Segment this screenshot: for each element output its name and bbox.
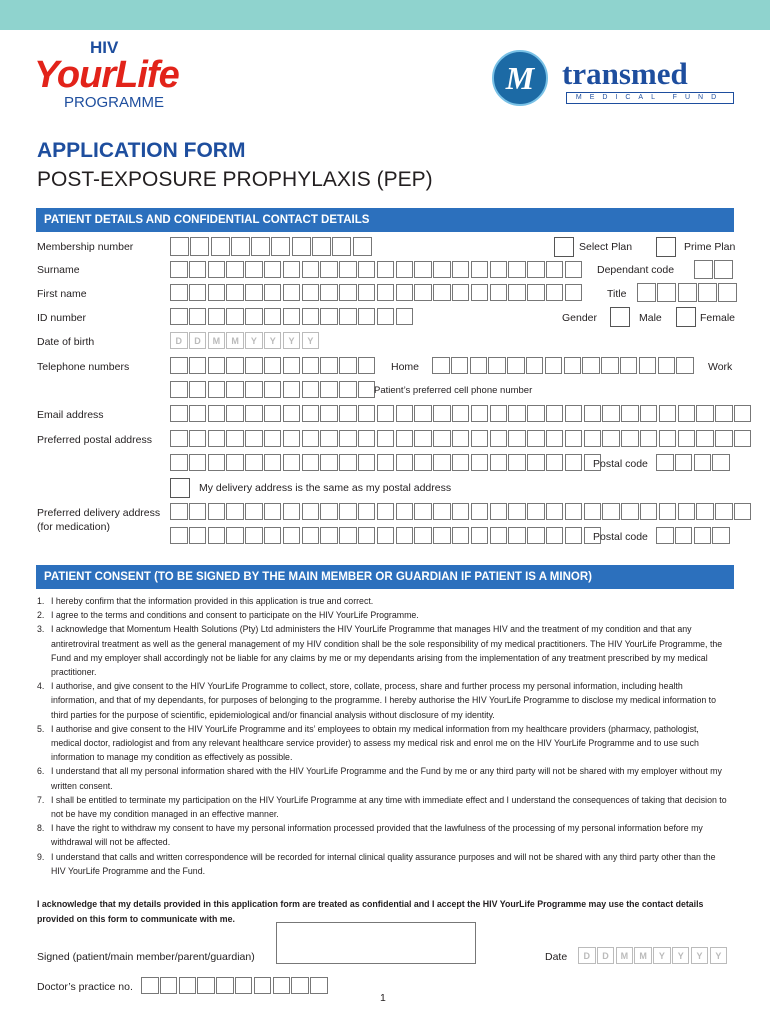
date-year-3: Y (691, 947, 709, 964)
id-number-field[interactable] (170, 308, 414, 325)
consent-item-text: I shall be entitled to terminate my participation on the HIV YourLife Programme at any time with immediate effect and I understand the consequences of taking that decision to not be have my condition managed in an effective manner. (51, 794, 727, 820)
consent-item-number: 3. (37, 624, 45, 635)
postal-code-field[interactable] (656, 454, 731, 471)
dob-year-1: Y (245, 332, 263, 349)
female-checkbox[interactable] (676, 307, 696, 327)
date-month-1: M (616, 947, 634, 964)
doctor-practice-label: Doctor’s practice no. (37, 981, 133, 993)
dob-day-2: D (189, 332, 207, 349)
consent-item (37, 793, 727, 821)
date-year-1: Y (653, 947, 671, 964)
surname-label: Surname (37, 264, 80, 276)
date-day-1: D (578, 947, 596, 964)
consent-item-text: I acknowledge that Momentum Health Solutions (Pty) Ltd administers the HIV YourLife Programme that manages HIV and the treatment of my condition and that any antiretroviral treatment as well as the general management of my HIV condition shall be the sole responsibility of my medical practitioners. The HIV YourLife Programme, the Fund and my employer shall accordingly not be liable for any claims by me or my dependants arising from the implementation of any treatment prescribed by my medical practitioner. (51, 624, 723, 678)
consent-item-number: 8. (37, 823, 45, 834)
delivery-postal-code-label: Postal code (593, 531, 648, 543)
consent-item-text: I authorise, and give consent to the HIV YourLife Programme to collect, store, collate, process, share and further process my personal information, including health information, and that of my dependants, for purposes of belonging to the programme. I hereby authorise the HIV YourLife Programme to disclose my medical information to third parties for the purpose of scientific, epidemiological and/or financial analysis without disclosure of my identity. (51, 681, 717, 720)
delivery-address-label: Preferred delivery address (37, 507, 161, 519)
page-title: APPLICATION FORM (37, 139, 246, 162)
gender-label: Gender (562, 312, 598, 324)
logo-programme-text: PROGRAMME (64, 94, 165, 111)
consent-item (37, 764, 727, 792)
patient-details-heading: PATIENT DETAILS AND CONFIDENTIAL CONTACT DETAILS (36, 208, 734, 232)
title-field[interactable] (637, 283, 738, 302)
date-year-4: Y (710, 947, 728, 964)
dob-month-2: M (226, 332, 244, 349)
consent-item-number: 4. (37, 681, 45, 692)
select-plan-checkbox[interactable] (554, 237, 574, 257)
dob-year-3: Y (283, 332, 301, 349)
delivery-address-sublabel: (for medication) (37, 521, 110, 533)
work-label: Work (708, 361, 733, 373)
consent-item-number: 6. (37, 766, 45, 777)
cell-phone-label: Patient’s preferred cell phone number (374, 385, 533, 396)
consent-item-text: I authorise and give consent to the HIV YourLife Programme and its’ employees to obtain my medical information from my healthcare providers (pharmacy, pathologist, medical doctor, radiologist and from any relevant healthcare service provider) to assess my medical risk and enrol me on the HIV YourLife Programme and to use such information to manage my condition as effectively as possible. (51, 723, 699, 763)
female-label: Female (700, 312, 736, 324)
consent-item-text: I understand that all my personal information shared with the HIV YourLife Programme and the Fund by me or any third party will not be shared with my employer without my written consent. (51, 766, 722, 791)
transmed-subtitle: MEDICAL FUND (566, 92, 734, 104)
consent-item-number: 9. (37, 851, 45, 862)
prime-plan-checkbox[interactable] (656, 237, 676, 257)
consent-item-number: 5. (37, 723, 45, 734)
consent-item-number: 1. (37, 596, 45, 606)
dob-year-2: Y (264, 332, 282, 349)
male-label: Male (639, 312, 662, 324)
date-label: Date (545, 951, 568, 963)
postal-code-label: Postal code (593, 458, 648, 470)
consent-item (37, 821, 727, 849)
hiv-yourlife-logo (34, 38, 214, 114)
email-label: Email address (37, 409, 104, 421)
date-year-2: Y (672, 947, 690, 964)
email-field[interactable] (170, 405, 753, 422)
consent-item (37, 679, 727, 722)
delivery-address-line2-field[interactable] (170, 527, 602, 544)
consent-item (37, 608, 727, 622)
first-name-label: First name (37, 288, 87, 300)
transmed-emblem: M (492, 50, 548, 106)
select-plan-label: Select Plan (579, 241, 633, 253)
consent-item-number: 2. (37, 610, 45, 621)
postal-address-line1-field[interactable] (170, 430, 753, 447)
home-label: Home (391, 361, 420, 373)
work-phone-field[interactable] (432, 357, 695, 374)
signed-label: Signed (patient/main member/parent/guardian) (37, 951, 255, 963)
dob-year-4: Y (302, 332, 320, 349)
date-month-2: M (634, 947, 652, 964)
signature-date-field[interactable] (578, 947, 728, 964)
logo-yourlife-text: YourLife (34, 54, 179, 96)
dob-month-1: M (208, 332, 226, 349)
consent-item (37, 622, 727, 679)
signature-field[interactable] (276, 922, 476, 964)
consent-item-text: I agree to the terms and conditions and consent to participate on the HIV YourLife Programme. (51, 610, 419, 621)
transmed-name: transmed (562, 56, 688, 91)
consent-list (37, 594, 727, 878)
consent-item-text: I understand that calls and written correspondence will be recorded for internal clinical quality assurance purposes and will not be shared with any third party other than the HIV YourLife Programme and the Fund. (51, 851, 716, 876)
surname-field[interactable] (170, 261, 584, 278)
logo-hiv-text: HIV (90, 38, 119, 57)
dob-day-1: D (170, 332, 188, 349)
same-address-checkbox[interactable] (170, 478, 190, 498)
first-name-field[interactable] (170, 284, 584, 301)
id-number-label: ID number (37, 312, 87, 324)
consent-item-text: I have the right to withdraw my consent to have my personal information processed provided that the lawfulness of the processing of my personal information before my withdrawal will not be affected. (51, 823, 703, 848)
consent-item (37, 722, 727, 765)
telephone-numbers-label: Telephone numbers (37, 361, 130, 373)
prime-plan-label: Prime Plan (684, 241, 736, 253)
page-number: 1 (380, 992, 386, 1004)
same-address-label: My delivery address is the same as my postal address (199, 482, 452, 494)
page-subtitle: POST-EXPOSURE PROPHYLAXIS (PEP) (37, 168, 433, 191)
date-day-2: D (597, 947, 615, 964)
dependant-code-field[interactable] (694, 260, 735, 279)
delivery-address-line1-field[interactable] (170, 503, 753, 520)
acknowledgement-text: I acknowledge that my details provided in this application form are treated as confidential and I accept the HIV YourLife Programme may use the contact details provided on this form to communicate with me. (37, 899, 704, 924)
consent-item (37, 850, 727, 878)
home-phone-field[interactable] (170, 357, 377, 374)
cell-phone-field[interactable] (170, 381, 377, 398)
title-label: Title (607, 288, 627, 300)
date-of-birth-field[interactable] (170, 332, 320, 349)
patient-consent-heading: PATIENT CONSENT (TO BE SIGNED BY THE MAIN MEMBER OR GUARDIAN IF PATIENT IS A MINOR) (36, 565, 734, 589)
membership-number-field[interactable] (170, 237, 373, 256)
membership-number-label: Membership number (37, 241, 134, 253)
consent-item (37, 594, 727, 608)
consent-item-number: 7. (37, 794, 45, 805)
consent-item-text: I hereby confirm that the information provided in this application is true and correct. (51, 596, 374, 606)
doctor-practice-field[interactable] (141, 977, 329, 994)
dependant-code-label: Dependant code (597, 264, 675, 276)
top-color-bar (0, 0, 770, 30)
date-of-birth-label: Date of birth (37, 336, 95, 348)
transmed-logo (492, 50, 732, 108)
male-checkbox[interactable] (610, 307, 630, 327)
delivery-postal-code-field[interactable] (656, 527, 731, 544)
postal-address-label: Preferred postal address (37, 434, 152, 446)
postal-address-line2-field[interactable] (170, 454, 602, 471)
